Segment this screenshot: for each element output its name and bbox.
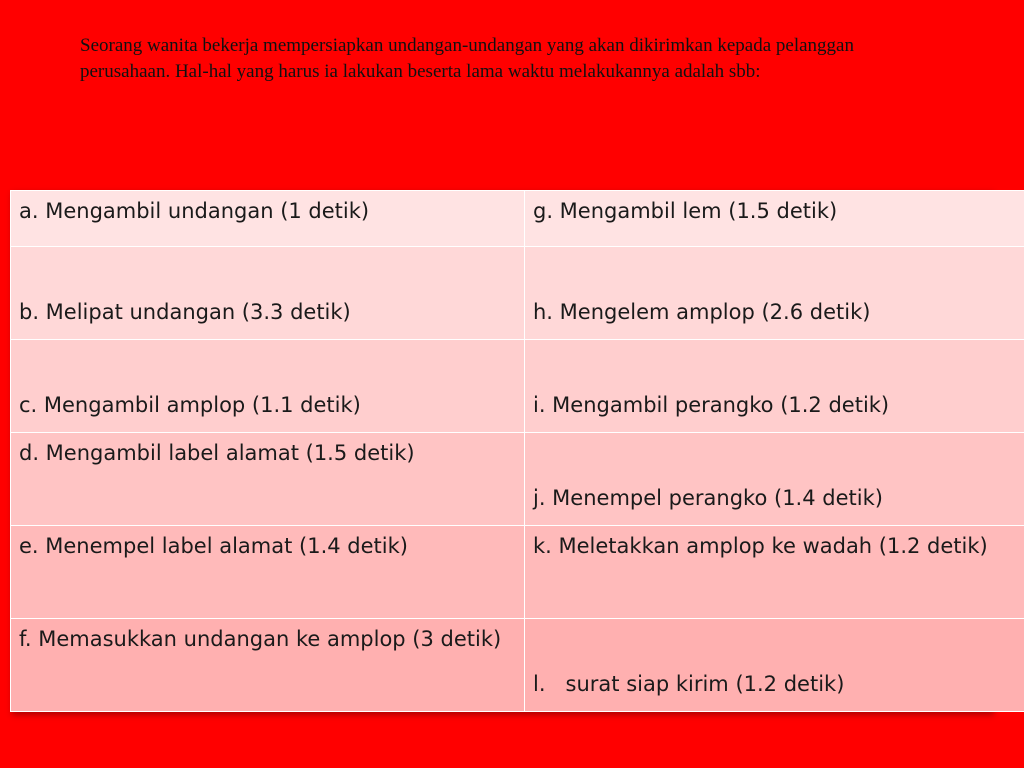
table-cell: [11, 526, 525, 619]
table-row: [11, 526, 1024, 619]
task-item-l: l. surat siap kirim (1.2 detik): [533, 672, 845, 696]
task-table: [10, 190, 1024, 712]
table-cell: [525, 340, 1024, 433]
table-row: [11, 619, 1024, 712]
table-row: [11, 247, 1024, 340]
task-item-j: j. Menempel perangko (1.4 detik): [533, 486, 883, 510]
task-item-k: k. Meletakkan amplop ke wadah (1.2 detik): [533, 534, 988, 558]
table-cell: [11, 247, 525, 340]
table-cell: [11, 433, 525, 526]
task-item-b: b. Melipat undangan (3.3 detik): [19, 300, 351, 324]
task-item-a: a. Mengambil undangan (1 detik): [19, 199, 370, 223]
table-cell: [525, 191, 1024, 247]
task-item-h: h. Mengelem amplop (2.6 detik): [533, 300, 871, 324]
table-cell: [11, 619, 525, 712]
table-row: [11, 191, 1024, 247]
table-cell: [11, 340, 525, 433]
task-item-d: d. Mengambil label alamat (1.5 detik): [19, 441, 415, 465]
table-cell: [525, 433, 1024, 526]
table-row: [11, 433, 1024, 526]
task-item-c: c. Mengambil amplop (1.1 detik): [19, 393, 361, 417]
task-item-e: e. Menempel label alamat (1.4 detik): [19, 534, 408, 558]
table-cell: [525, 619, 1024, 712]
table-cell: [525, 526, 1024, 619]
task-table-container: [10, 190, 992, 712]
intro-paragraph: Seorang wanita bekerja mempersiapkan undangan-undangan yang akan dikirimkan kepada pelanggan perusahaan. Hal-hal yang harus ia lakukan beserta lama waktu melakukannya adalah sbb:: [80, 35, 854, 82]
table-cell: [11, 191, 525, 247]
table-cell: [525, 247, 1024, 340]
task-item-i: i. Mengambil perangko (1.2 detik): [533, 393, 890, 417]
table-row: [11, 340, 1024, 433]
task-item-f: f. Memasukkan undangan ke amplop (3 detik): [19, 627, 502, 651]
task-item-g: g. Mengambil lem (1.5 detik): [533, 199, 838, 223]
